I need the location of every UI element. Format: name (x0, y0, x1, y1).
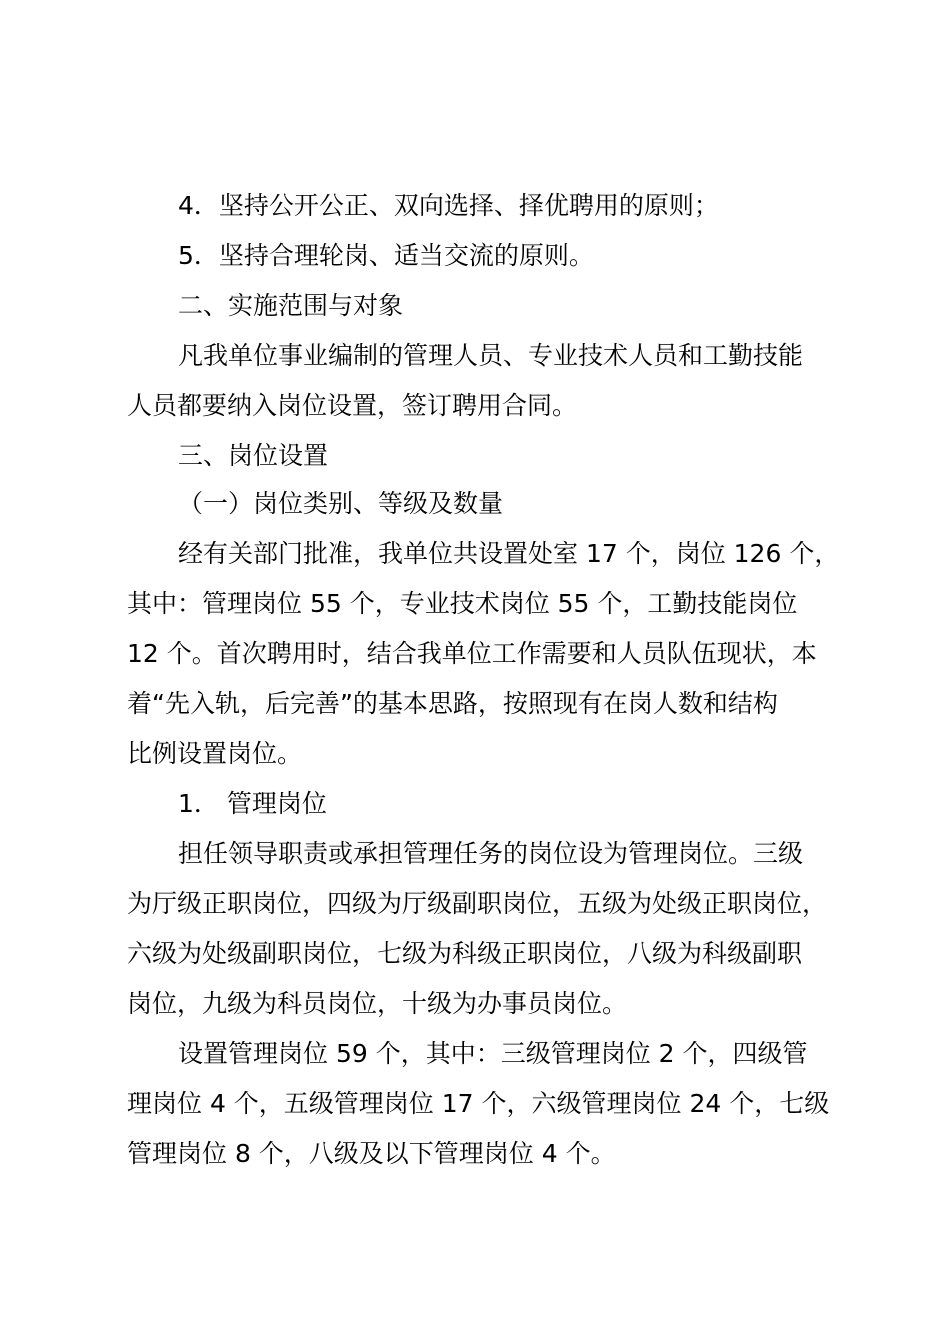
paragraph-approval-line-3: 12 个。首次聘用时，结合我单位工作需要和人员队伍现状，本 (127, 639, 817, 668)
principle-5: 5．坚持合理轮岗、适当交流的原则。 (178, 241, 594, 270)
paragraph-management-line-4: 岗位，九级为科员岗位，十级为办事员岗位。 (127, 989, 628, 1018)
paragraph-approval-line-1: 经有关部门批准，我单位共设置处室 17 个，岗位 126 个， (178, 539, 840, 568)
paragraph-count-line-1: 设置管理岗位 59 个，其中：三级管理岗位 2 个，四级管 (178, 1039, 808, 1068)
paragraph-management-line-1: 担任领导职责或承担管理任务的岗位设为管理岗位。三级 (178, 839, 804, 868)
paragraph-management-line-2: 为厅级正职岗位，四级为厅级副职岗位，五级为处级正职岗位， (127, 889, 828, 918)
paragraph-scope-line-2: 人员都要纳入岗位设置，签订聘用合同。 (127, 391, 578, 420)
paragraph-approval-line-2: 其中：管理岗位 55 个，专业技术岗位 55 个，工勤技能岗位 (127, 589, 798, 618)
paragraph-approval-line-4: 着“先入轨，后完善”的基本思路，按照现有在岗人数和结构 (127, 689, 778, 718)
paragraph-approval-line-5: 比例设置岗位。 (127, 739, 303, 768)
paragraph-management-line-3: 六级为处级副职岗位，七级为科级正职岗位，八级为科级副职 (127, 939, 803, 968)
section-heading-posts: 三、岗位设置 (178, 441, 329, 470)
principle-4: 4．坚持公开公正、双向选择、择优聘用的原则； (178, 191, 719, 220)
paragraph-count-line-3: 管理岗位 8 个，八级及以下管理岗位 4 个。 (127, 1139, 616, 1168)
paragraph-scope-line-1: 凡我单位事业编制的管理人员、专业技术人员和工勤技能 (178, 341, 804, 370)
item-heading-management-posts: 1． 管理岗位 (178, 789, 327, 818)
subsection-heading-categories: （一）岗位类别、等级及数量 (178, 489, 504, 518)
paragraph-count-line-2: 理岗位 4 个，五级管理岗位 17 个，六级管理岗位 24 个，七级 (127, 1089, 830, 1118)
section-heading-scope: 二、实施范围与对象 (178, 291, 404, 320)
